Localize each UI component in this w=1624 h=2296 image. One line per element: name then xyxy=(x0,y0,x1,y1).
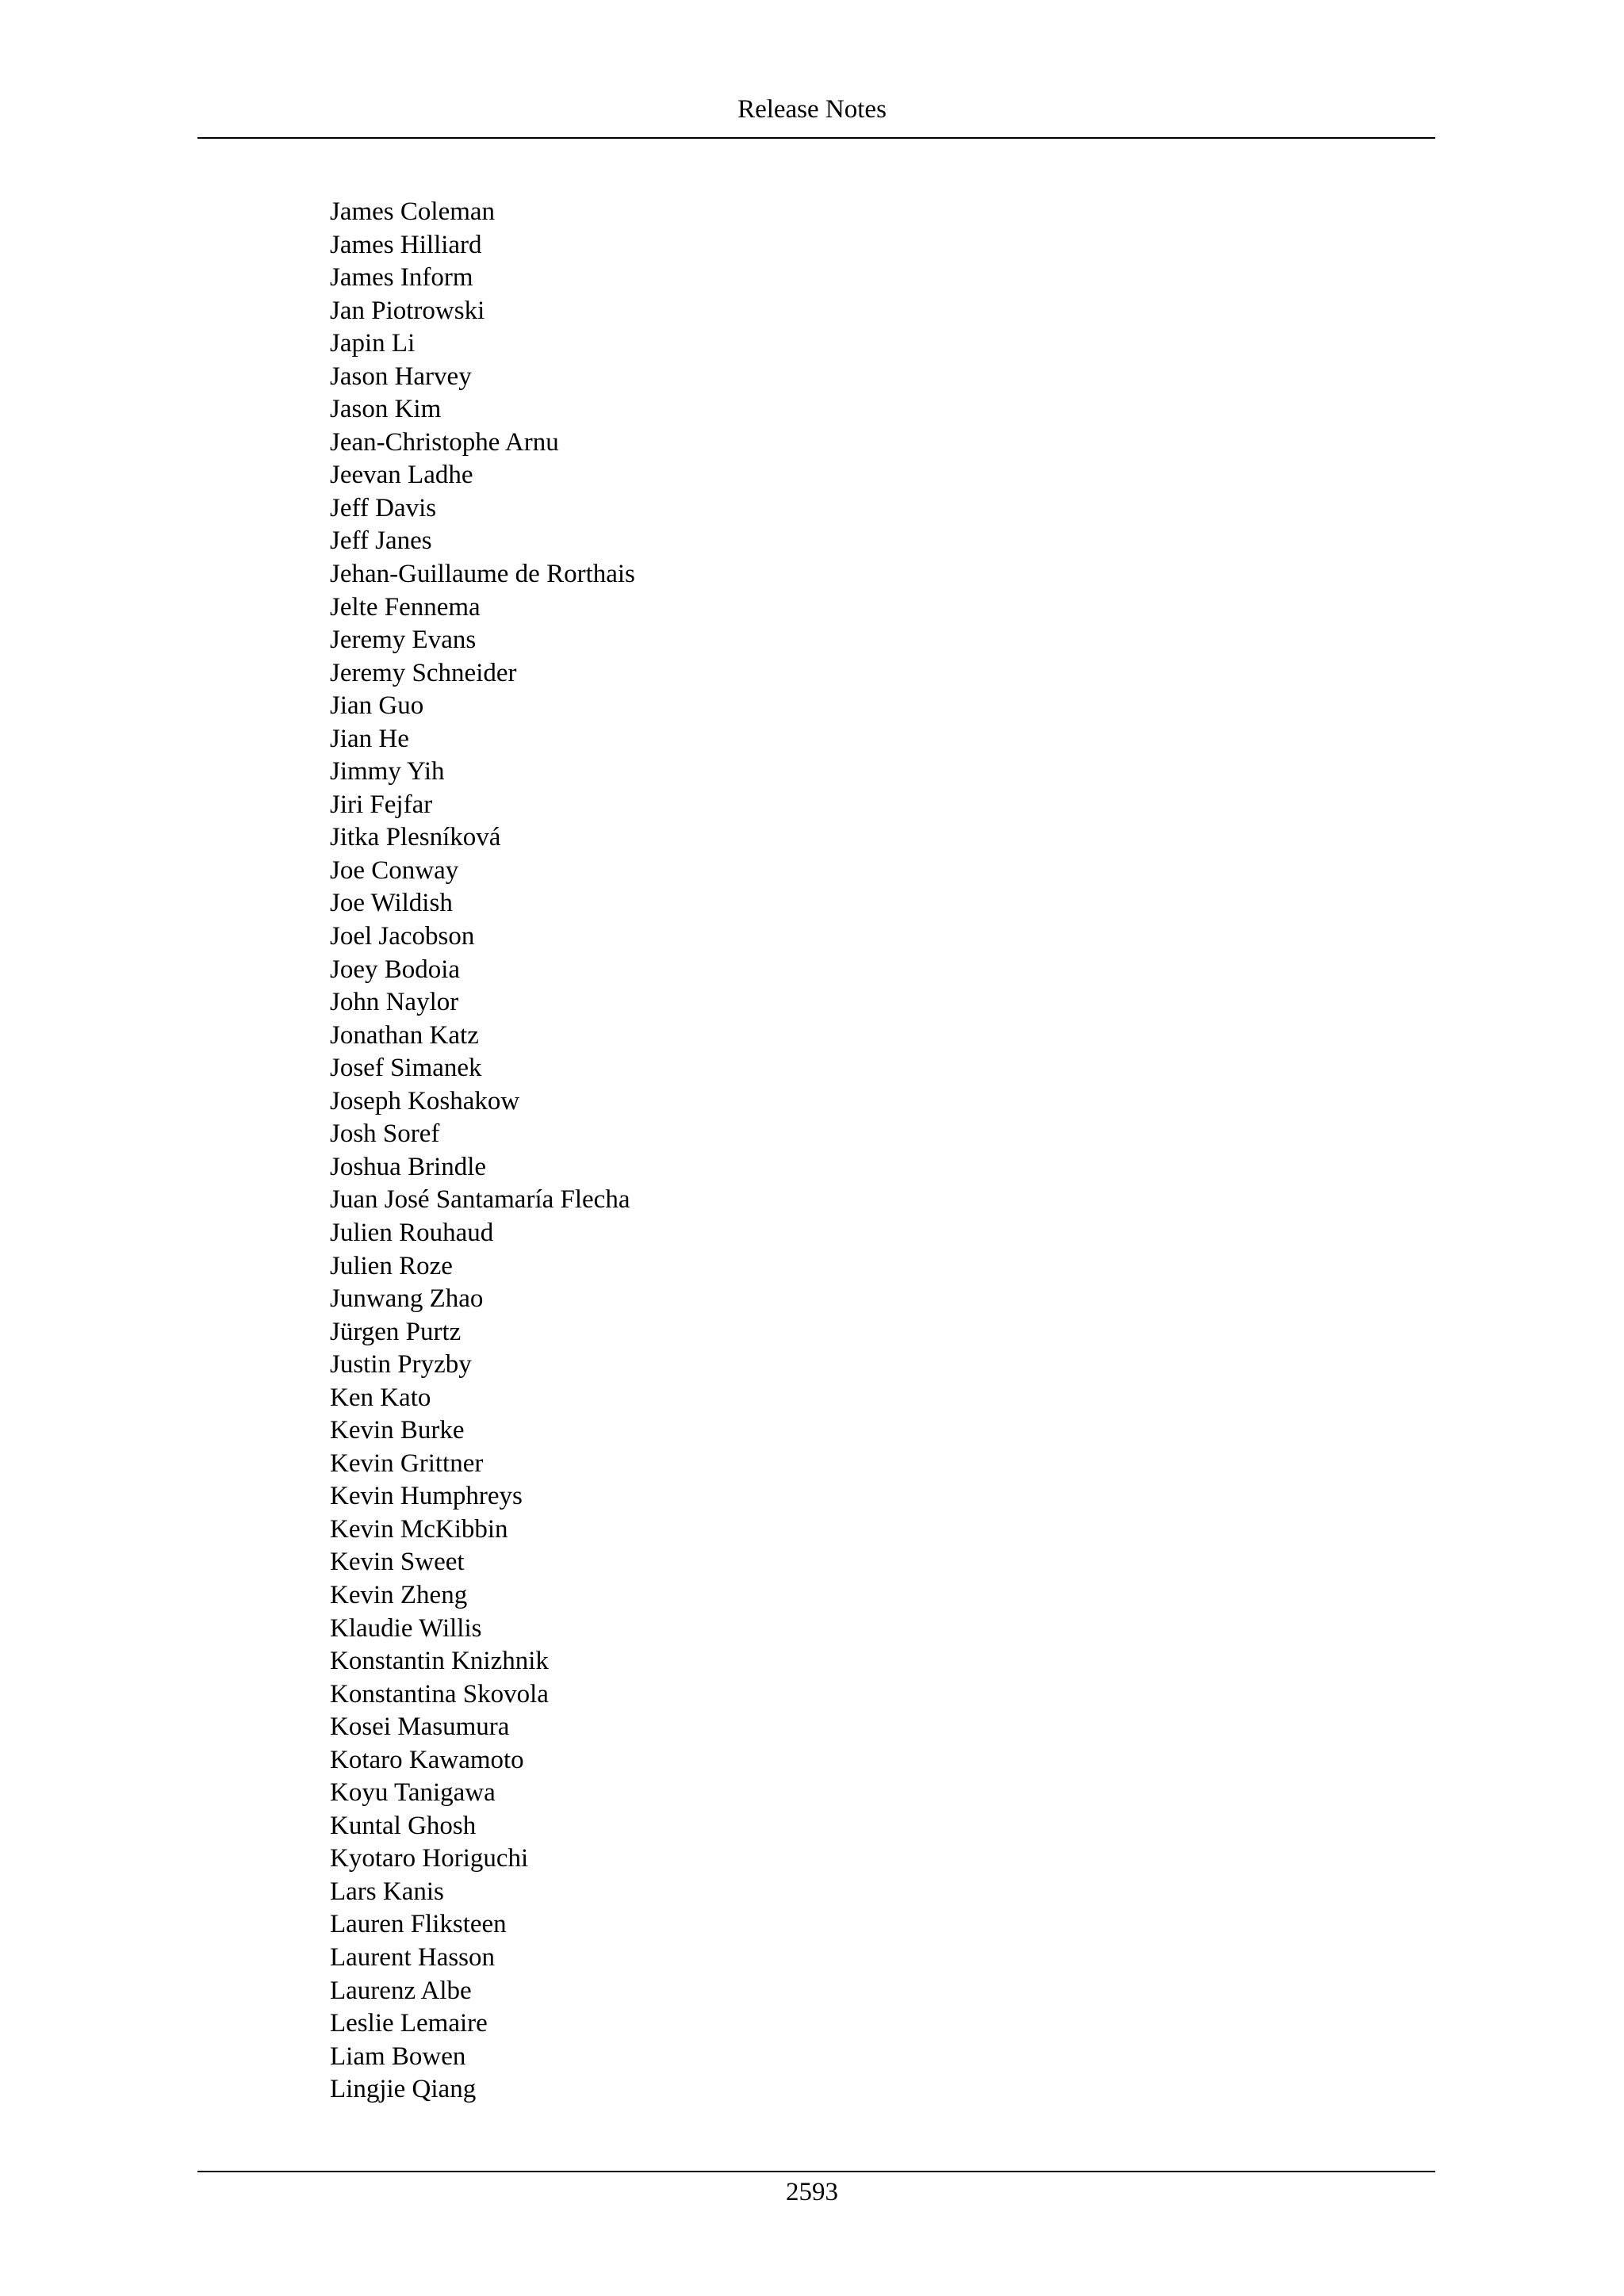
contributor-name: Japin Li xyxy=(330,329,416,358)
contributor-name: James Inform xyxy=(330,263,473,293)
contributor-name: Joe Conway xyxy=(330,855,459,885)
contributor-name: Lingjie Qiang xyxy=(330,2075,477,2104)
contributor-name: Julien Roze xyxy=(330,1251,453,1280)
contributor-name: Jonathan Katz xyxy=(330,1020,479,1050)
contributor-name: Liam Bowen xyxy=(330,2042,466,2071)
contributor-name: Kyotaro Horiguchi xyxy=(330,1844,529,1873)
contributor-name: Jean-Christophe Arnu xyxy=(330,427,559,457)
contributor-name: Leslie Lemaire xyxy=(330,2009,488,2038)
contributor-name: Lars Kanis xyxy=(330,1877,444,1906)
contributor-name: Jeevan Ladhe xyxy=(330,461,473,490)
contributor-name: Joey Bodoia xyxy=(330,955,461,984)
contributor-name: Josh Soref xyxy=(330,1119,440,1149)
contributor-name: Joe Wildish xyxy=(330,889,453,918)
contributor-name: Jiri Fejfar xyxy=(330,790,433,819)
contributor-name: John Naylor xyxy=(330,988,459,1017)
contributor-name: Jeff Janes xyxy=(330,526,432,556)
contributor-name: Konstantina Skovola xyxy=(330,1679,549,1709)
contributor-name: Kevin Zheng xyxy=(330,1580,468,1609)
contributor-name: Justin Pryzby xyxy=(330,1350,472,1380)
contributor-name: Jehan-Guillaume de Rorthais xyxy=(330,560,635,589)
contributor-name: Kevin Sweet xyxy=(330,1548,465,1577)
contributor-name-list xyxy=(330,196,635,2107)
contributor-name: Junwang Zhao xyxy=(330,1284,484,1314)
contributor-name: Kevin McKibbin xyxy=(330,1514,508,1544)
contributor-name: Jan Piotrowski xyxy=(330,296,485,325)
contributor-name: James Coleman xyxy=(330,197,496,226)
contributor-name: Juan José Santamaría Flecha xyxy=(330,1185,630,1215)
contributor-name: Lauren Fliksteen xyxy=(330,1910,507,1939)
header-divider xyxy=(197,137,1435,139)
contributor-name: Jian Guo xyxy=(330,691,424,721)
contributor-name: Jimmy Yih xyxy=(330,757,445,786)
contributor-name: Josef Simanek xyxy=(330,1054,482,1083)
contributor-name: Laurenz Albe xyxy=(330,1976,472,2005)
contributor-name: Kevin Burke xyxy=(330,1416,465,1445)
contributor-name: Joshua Brindle xyxy=(330,1152,487,1181)
footer-divider xyxy=(197,2171,1435,2172)
contributor-name: Laurent Hasson xyxy=(330,1942,496,1972)
contributor-name: Jelte Fennema xyxy=(330,592,481,622)
contributor-name: Jeff Davis xyxy=(330,493,437,522)
contributor-name: Koyu Tanigawa xyxy=(330,1778,496,1808)
contributor-name: Klaudie Willis xyxy=(330,1613,482,1643)
contributor-name: Kotaro Kawamoto xyxy=(330,1745,524,1774)
contributor-name: Jürgen Purtz xyxy=(330,1317,462,1346)
contributor-name: Kosei Masumura xyxy=(330,1712,510,1742)
contributor-name: Kevin Humphreys xyxy=(330,1482,523,1511)
contributor-name: Jeremy Evans xyxy=(330,626,477,655)
contributor-name: Joel Jacobson xyxy=(330,922,475,951)
contributor-name: Kuntal Ghosh xyxy=(330,1811,477,1840)
contributor-name: Jian He xyxy=(330,724,409,753)
contributor-name: Joseph Koshakow xyxy=(330,1086,520,1115)
contributor-name: James Hilliard xyxy=(330,230,482,259)
page-number: 2593 xyxy=(786,2178,838,2206)
contributor-name: Ken Kato xyxy=(330,1383,431,1412)
contributor-name: Konstantin Knizhnik xyxy=(330,1647,549,1676)
page-header-title: Release Notes xyxy=(737,95,887,124)
contributor-name: Jitka Plesníková xyxy=(330,823,501,852)
contributor-name: Jeremy Schneider xyxy=(330,658,517,687)
contributor-name: Jason Harvey xyxy=(330,362,472,391)
contributor-name: Kevin Grittner xyxy=(330,1448,484,1478)
contributor-name: Jason Kim xyxy=(330,395,442,424)
contributor-name: Julien Rouhaud xyxy=(330,1218,494,1247)
